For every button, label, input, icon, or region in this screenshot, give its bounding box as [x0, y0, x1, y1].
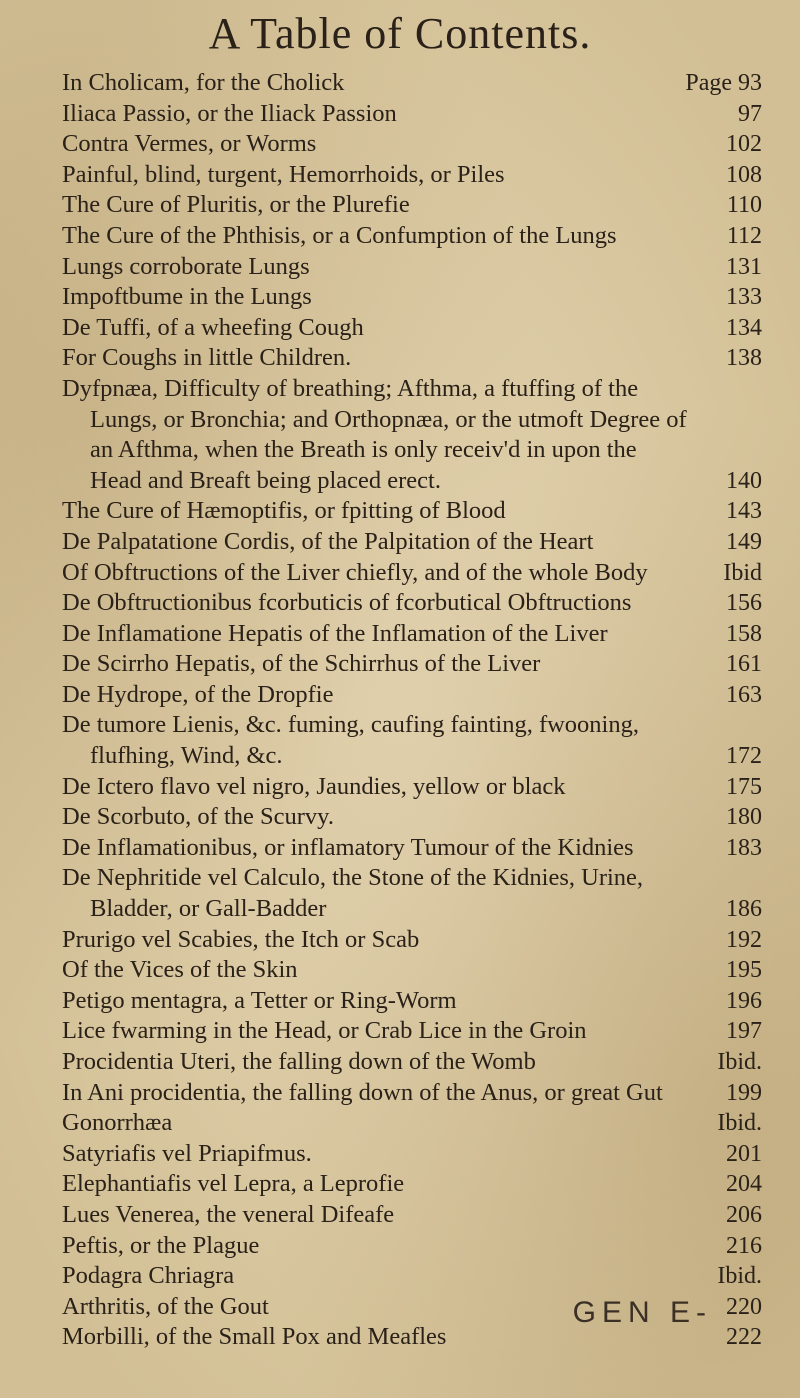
contents-entry — [62, 129, 762, 160]
entry-text: De Hydrope, of the Dropfie — [62, 680, 334, 708]
contents-entry — [62, 282, 762, 313]
contents-entry — [62, 1139, 762, 1170]
entry-page-number: 163 — [726, 681, 762, 708]
entry-text: The Cure of the Phthisis, or a Confumption of the Lungs — [62, 221, 617, 249]
entry-text: In Ani procidentia, the falling down of the Anus, or great Gut — [62, 1078, 663, 1106]
entry-page-number: Ibid. — [717, 1263, 762, 1290]
entry-page-number: 112 — [726, 222, 762, 249]
entry-text: Of the Vices of the Skin — [62, 956, 298, 984]
contents-entry — [62, 802, 762, 833]
entry-text: Arthritis, of the Gout — [62, 1292, 269, 1320]
entry-page-number: 220 — [726, 1293, 762, 1320]
entry-page-number: Ibid. — [717, 1110, 762, 1137]
contents-entry — [62, 1078, 762, 1109]
contents-entry — [62, 710, 762, 771]
contents-entry — [62, 252, 762, 283]
contents-entry — [62, 343, 762, 374]
entry-text-line: flufhing, Wind, &c. — [90, 742, 283, 770]
entry-page-number: 134 — [726, 314, 762, 341]
contents-entry — [62, 863, 762, 924]
entry-text: De Palpatatione Cordis, of the Palpitation of the Heart — [62, 527, 594, 555]
entry-page-number: 199 — [726, 1079, 762, 1106]
catchword: GEN E- — [572, 1296, 712, 1329]
entry-page-number: 186 — [726, 896, 762, 923]
entry-page-number: Ibid — [723, 559, 762, 586]
entry-text: Satyriafis vel Priapifmus. — [62, 1139, 312, 1167]
entry-text: De Tuffi, of a wheefing Cough — [62, 313, 364, 341]
entry-page-number: 192 — [726, 926, 762, 953]
contents-entry — [62, 955, 762, 986]
entry-text: De Obftructionibus fcorbuticis of fcorbutical Obftructions — [62, 589, 632, 617]
contents-entry — [62, 1231, 762, 1262]
entry-text: Iliaca Passio, or the Iliack Passion — [62, 99, 397, 127]
contents-entry — [62, 496, 762, 527]
entry-text: De Scorbuto, of the Scurvy. — [62, 803, 334, 831]
entry-text: Impoftbume in the Lungs — [62, 283, 312, 311]
entry-text: Lungs corroborate Lungs — [62, 252, 310, 280]
entry-page-number: 102 — [726, 131, 762, 158]
entry-page-number: Ibid. — [717, 1049, 762, 1075]
entry-text: Contra Vermes, or Worms — [62, 130, 317, 158]
entry-page-number: Page 93 — [685, 70, 762, 96]
entry-text: Procidentia Uteri, the falling down of the Womb — [62, 1048, 536, 1075]
entry-text: In Cholicam, for the Cholick — [62, 69, 345, 96]
contents-entry — [62, 925, 762, 956]
entry-text-line: Dyfpnæa, Difficulty of breathing; Afthma, a ftuffing of the — [62, 374, 639, 402]
entry-text: De Inflamationibus, or inflamatory Tumour of the Kidnies — [62, 833, 634, 861]
entry-page-number: 206 — [726, 1201, 762, 1228]
contents-entry — [62, 1261, 762, 1292]
entry-text: Lice fwarming in the Head, or Crab Lice in the Groin — [62, 1017, 587, 1045]
entry-page-number: 183 — [726, 834, 762, 861]
entry-text-line: an Afthma, when the Breath is only receiv'd in upon the — [90, 436, 637, 464]
entry-text: Morbilli, of the Small Pox and Meafles — [62, 1323, 447, 1351]
entry-page-number: 196 — [726, 987, 762, 1014]
contents-entry — [62, 1016, 762, 1047]
entry-page-number: 108 — [726, 161, 762, 188]
entry-text: Lues Venerea, the veneral Difeafe — [62, 1200, 395, 1228]
entry-page-number: 222 — [726, 1324, 762, 1351]
entry-page-number: 161 — [726, 651, 762, 678]
entry-text-line: De tumore Lienis, &c. fuming, caufing fainting, fwooning, — [62, 711, 639, 739]
entry-page-number: 138 — [726, 345, 762, 372]
entry-text: De Scirrho Hepatis, of the Schirrhus of the Liver — [62, 650, 541, 678]
contents-entry — [62, 1047, 762, 1078]
contents-entry — [62, 1169, 762, 1200]
contents-list — [62, 68, 762, 1353]
entry-page-number: 131 — [726, 253, 762, 280]
contents-entry — [62, 680, 762, 711]
entry-page-number: 110 — [726, 192, 762, 219]
contents-entry — [62, 772, 762, 803]
contents-entry — [62, 374, 762, 496]
entry-text: Petigo mentagra, a Tetter or Ring-Worm — [62, 986, 457, 1014]
contents-entry — [62, 527, 762, 558]
entry-text: The Cure of Hæmoptifis, or fpitting of Blood — [62, 497, 506, 525]
contents-entry — [62, 313, 762, 344]
contents-entry — [62, 833, 762, 864]
entry-text: De Inflamatione Hepatis of the Inflamation of the Liver — [62, 619, 608, 647]
entry-text-line: Head and Breaft being placed erect. — [90, 466, 441, 494]
contents-entry — [62, 1200, 762, 1231]
entry-page-number: 149 — [726, 528, 762, 555]
entry-text: Peftis, or the Plague — [62, 1231, 260, 1259]
entry-page-number: 97 — [738, 100, 762, 127]
contents-entry — [62, 558, 762, 589]
entry-page-number: 158 — [726, 620, 762, 647]
entry-text: The Cure of Pluritis, or the Plurefie — [62, 191, 410, 219]
entry-page-number: 143 — [726, 498, 762, 525]
contents-entry — [62, 1108, 762, 1139]
entry-page-number: 195 — [726, 957, 762, 984]
contents-entry — [62, 221, 762, 252]
contents-entry — [62, 68, 762, 99]
entry-page-number: 216 — [726, 1232, 762, 1259]
contents-entry — [62, 160, 762, 191]
contents-entry — [62, 99, 762, 130]
page-title: A Table of Contents. — [208, 9, 592, 58]
entry-text: Gonorrhæa — [62, 1109, 173, 1137]
contents-entry — [62, 190, 762, 221]
contents-entry — [62, 649, 762, 680]
entry-page-number: 175 — [726, 773, 762, 800]
entry-text: De Ictero flavo vel nigro, Jaundies, yellow or black — [62, 772, 566, 800]
entry-text: Prurigo vel Scabies, the Itch or Scab — [62, 925, 420, 953]
entry-text-line: Lungs, or Bronchia; and Orthopnæa, or the utmoft Degree of — [90, 405, 687, 433]
contents-entry — [62, 588, 762, 619]
entry-page-number: 140 — [726, 467, 762, 494]
contents-entry — [62, 986, 762, 1017]
entry-page-number: 133 — [726, 284, 762, 311]
entry-text: Of Obftructions of the Liver chiefly, and of the whole Body — [62, 558, 648, 586]
contents-entry — [62, 619, 762, 650]
entry-page-number: 201 — [726, 1140, 762, 1167]
entry-page-number: 204 — [726, 1171, 762, 1198]
entry-text: Podagra Chriagra — [62, 1262, 235, 1290]
entry-text-line: De Nephritide vel Calculo, the Stone of the Kidnies, Urine, — [62, 864, 644, 892]
entry-page-number: 156 — [726, 590, 762, 617]
entry-text: For Coughs in little Children. — [62, 344, 352, 372]
entry-page-number: 197 — [726, 1018, 762, 1045]
entry-text: Painful, blind, turgent, Hemorrhoids, or Piles — [62, 160, 505, 188]
entry-page-number: 172 — [726, 743, 762, 770]
entry-text: Elephantiafis vel Lepra, a Leprofie — [62, 1170, 405, 1198]
entry-page-number: 180 — [726, 804, 762, 831]
entry-text-line: Bladder, or Gall-Badder — [90, 895, 327, 923]
